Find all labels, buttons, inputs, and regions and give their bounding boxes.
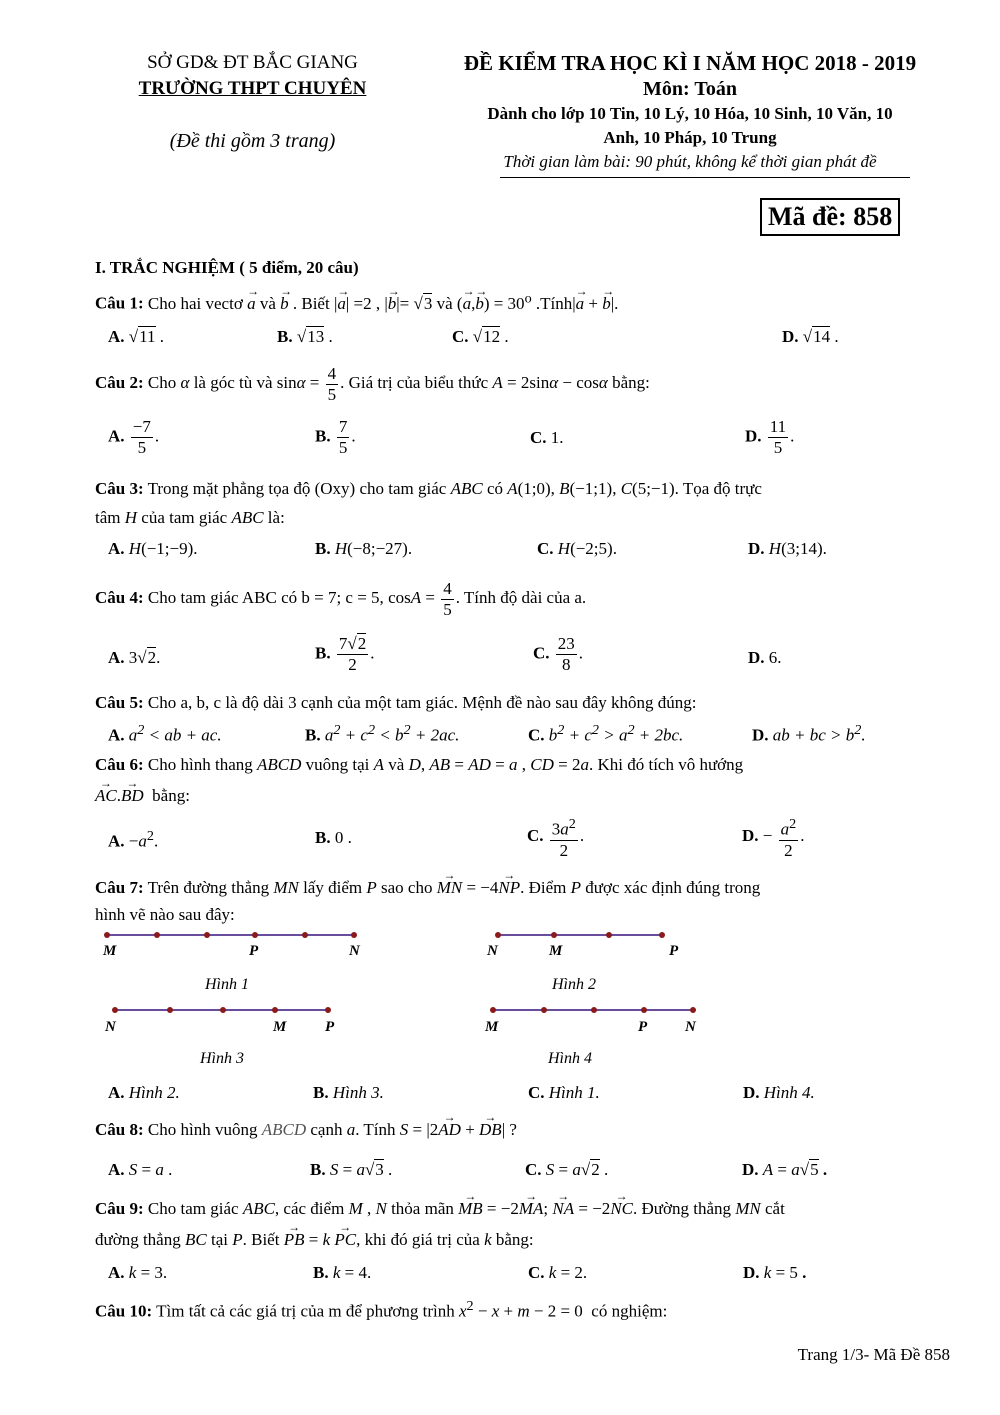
fig2-label-m: M — [549, 943, 563, 959]
q3-option-a[interactable]: A. H(−1;−9). — [108, 539, 198, 558]
q1-option-d[interactable]: D. √14 . — [782, 327, 839, 346]
question-3: Câu 3: Trong mặt phẳng tọa độ (Oxy) cho tam giác ABC có A(1;0), B(−1;1), C(5;−1). Tọa độ trực — [95, 479, 762, 498]
fig4-caption: Hình 4 — [548, 1050, 592, 1067]
q10-label: Câu 10: — [95, 1301, 153, 1321]
exam-code-box: Mã đề: 858 — [760, 198, 900, 236]
exam-title: ĐỀ KIỂM TRA HỌC KÌ I NĂM HỌC 2018 - 2019 — [463, 51, 917, 75]
q7-label: Câu 7: — [95, 878, 144, 897]
q3-option-b[interactable]: B. H(−8;−27). — [315, 539, 413, 558]
fig3-label-p: P — [325, 1019, 335, 1035]
question-9: Câu 9: Cho tam giác ABC, các điểm M , N thỏa mãn → MB = −2→ MA; → NA = −2→ NC. Đường thẳng MN cắt — [95, 1197, 935, 1221]
q8-option-c[interactable]: C. S = a√2 . — [525, 1160, 609, 1179]
fig3-caption: Hình 3 — [200, 1050, 244, 1067]
q6-label: Câu 6: — [95, 755, 144, 774]
question-9-cont: đường thẳng BC tại P. Biết → PB = k → PC, khi đó giá trị của k bằng: — [95, 1228, 935, 1252]
q2-option-b[interactable]: B. $\frac{7}{5}$ . — [315, 417, 356, 457]
fig1-label-p: P — [249, 943, 259, 959]
q8-label: Câu 8: — [95, 1120, 144, 1139]
q1-option-b[interactable]: B. √13 . — [277, 327, 333, 346]
q2-option-d[interactable]: D. $\frac{11}{5}$ . — [745, 417, 795, 457]
fig2-caption: Hình 2 — [552, 976, 596, 993]
question-7-cont: hình vẽ nào sau đây: — [95, 905, 235, 924]
q5-option-d[interactable]: D. ab + bc > $b^2$. — [752, 722, 866, 745]
figure-3 — [104, 1007, 335, 1035]
question-1 — [95, 286, 935, 316]
figure-1 — [102, 932, 361, 959]
fig1-label-n: N — [349, 943, 360, 959]
q3-option-d[interactable]: D. H(3;14). — [748, 539, 827, 558]
q9-option-d[interactable]: D. k = 5 . — [743, 1263, 807, 1282]
fig4-label-m: M — [485, 1019, 499, 1035]
q9-label: Câu 9: — [95, 1199, 144, 1218]
q4-option-a[interactable]: A. 3√2. — [108, 648, 161, 667]
audience-line-2: Anh, 10 Pháp, 10 Trung — [603, 128, 777, 147]
q7-option-d[interactable]: D. Hình 4. — [743, 1083, 815, 1102]
figure-4 — [484, 1007, 697, 1035]
question-3-cont: tâm H của tam giác ABC là: — [95, 508, 285, 527]
fig3-label-m: M — [273, 1019, 287, 1035]
fig4-label-p: P — [638, 1019, 648, 1035]
q4-text: Cho tam giác ABC có b = 7; c = 5, — [147, 588, 384, 607]
q7-option-c[interactable]: C. Hình 1. — [528, 1083, 600, 1102]
question-6-cont: → AC.→ BD bằng: — [95, 784, 935, 808]
figure-2 — [486, 932, 679, 959]
q3-label: Câu 3: — [95, 479, 144, 498]
fig2-label-n: N — [487, 943, 498, 959]
q4-option-b[interactable]: B. $\frac{7√2}{2}$ . — [315, 634, 375, 674]
q7-option-b[interactable]: B. Hình 3. — [313, 1083, 384, 1102]
q6-option-d[interactable]: D. − $\frac{a^2}{2}$ . — [742, 816, 805, 860]
q5-option-b[interactable]: B. $a^2 + c^2 < b^2 + 2ac$. — [305, 722, 460, 745]
duration: Thời gian làm bài: 90 phút, không kể thời gian phát đề — [503, 152, 877, 171]
q1-text: Cho hai vectơ → a và → b . Biết |→ a| =2 , |→ b|= √3 và (→ $a,\to b) = 30^o$ .Tính|→ a + → b|. — [148, 294, 619, 313]
q5-option-a[interactable]: A. $a^2$ < ab + ac. — [108, 722, 222, 745]
fig4-label-n: N — [685, 1019, 696, 1035]
school-name: TRƯỜNG THPT CHUYÊN — [138, 78, 367, 99]
question-7: Câu 7: Trên đường thẳng MN lấy điểm P sao cho → MN = −4→ NP. Điểm P được xác định đúng trong — [95, 876, 935, 900]
audience-line-1: Dành cho lớp 10 Tin, 10 Lý, 10 Hóa, 10 Sinh, 10 Văn, 10 — [487, 104, 893, 123]
q6-option-c[interactable]: C. $\frac{3a^2}{2}$ . — [527, 816, 585, 860]
question-8: Câu 8: Cho hình vuông ABCD cạnh a. Tính S = |2→ AD + → DB| ? — [95, 1118, 935, 1142]
header-left — [100, 50, 405, 154]
q8-option-b[interactable]: B. S = a√3 . — [310, 1160, 393, 1179]
q9-option-b[interactable]: B. k = 4. — [313, 1263, 372, 1282]
q9-option-a[interactable]: A. k = 3. — [108, 1263, 168, 1282]
q1-option-c[interactable]: C. √12 . — [452, 327, 509, 346]
q2-option-a[interactable]: A. $\frac{-7}{5}$ . — [108, 417, 160, 457]
question-5 — [95, 691, 935, 715]
q1-option-a[interactable]: A. √11 . — [108, 327, 164, 346]
fig2-label-p: P — [669, 943, 679, 959]
fig1-caption: Hình 1 — [205, 976, 249, 993]
pages-note: (Đề thi gồm 3 trang) — [169, 130, 336, 152]
question-10: Câu 10: Tìm tất cả các giá trị của m để phương trình $x^2 - x + m - 2 = 0$ có nghiệm: — [95, 1298, 668, 1321]
question-4: Câu 4: Cho tam giác ABC có b = 7; c = 5, cosA = $\frac{4}{5}$ . Tính độ dài của a. — [95, 578, 587, 619]
q3-text: Trong mặt phẳng tọa độ (Oxy) cho tam giác — [147, 479, 447, 498]
q1-label: Câu 1: — [95, 293, 144, 313]
q8-option-d[interactable]: D. A = a√5 . — [742, 1160, 828, 1179]
q2-option-c[interactable]: C. 1. — [530, 428, 564, 447]
q2-label: Câu 2: — [95, 373, 144, 392]
q8-option-a[interactable]: A. S = a . — [108, 1160, 173, 1179]
q6-option-b[interactable]: B. 0 . — [315, 828, 352, 847]
question-6: Câu 6: Cho hình thang ABCD vuông tại A và D, AB = AD = a , CD = 2a. Khi đó tích vô hướng — [95, 755, 744, 774]
q3-option-c[interactable]: C. H(−2;5). — [537, 539, 617, 558]
question-2: Câu 2: Cho α là góc tù và sinα = $\frac{4}{5}$ . Giá trị của biểu thức A = 2sinα − cosα bằng: — [95, 363, 650, 404]
dept-name: SỞ GD& ĐT BẮC GIANG — [147, 52, 358, 73]
fig1-label-m: M — [103, 943, 117, 959]
fig3-label-n: N — [105, 1019, 116, 1035]
section-title: I. TRẮC NGHIỆM ( 5 điểm, 20 câu) — [95, 258, 359, 277]
header-divider — [500, 177, 910, 178]
q5-label: Câu 5: — [95, 693, 144, 712]
header-right — [430, 50, 950, 174]
q5-option-c[interactable]: C. $b^2 + c^2 > a^2 + 2bc$. — [528, 722, 684, 745]
q4-option-d[interactable]: D. 6. — [748, 648, 782, 667]
q4-option-c[interactable]: C. $\frac{23}{8}$ . — [533, 634, 584, 674]
page-footer: Trang 1/3- Mã Đề 858 — [797, 1345, 950, 1364]
q6-option-a[interactable]: A. $-a^2$. — [108, 828, 159, 851]
q4-label: Câu 4: — [95, 588, 144, 607]
q9-option-c[interactable]: C. k = 2. — [528, 1263, 588, 1282]
q7-option-a[interactable]: A. Hình 2. — [108, 1083, 180, 1102]
subject: Môn: Toán — [643, 78, 737, 100]
q5-text: Cho a, b, c là độ dài 3 cạnh của một tam giác. Mệnh đề nào sau đây không đúng: — [147, 693, 697, 712]
